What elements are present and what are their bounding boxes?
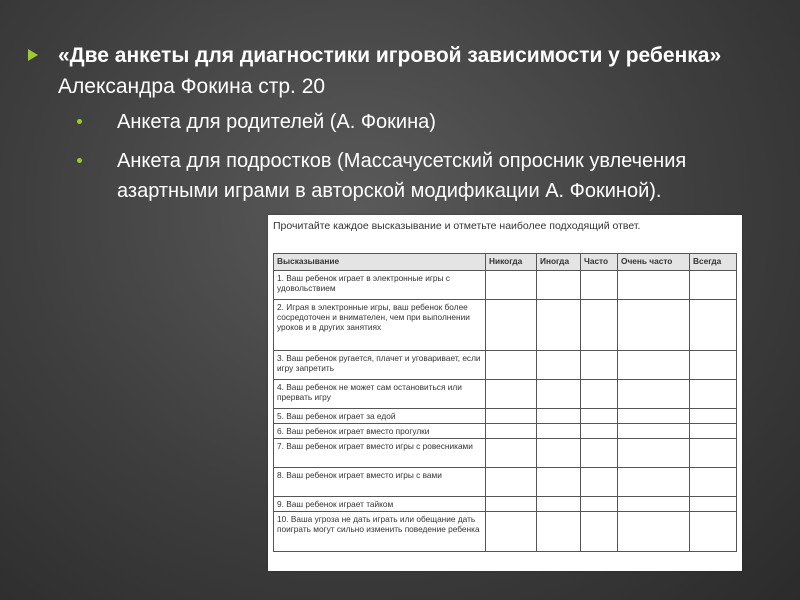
statement-cell: 5. Ваш ребенок играет за едой [274,409,486,424]
statement-cell: 8. Ваш ребенок играет вместо игры с вами [274,468,486,497]
table-row [274,300,737,351]
questionnaire-image [268,215,742,571]
table-row [274,271,737,300]
header-sometimes: Иногда [537,254,581,271]
sub-bullet-parents [83,107,743,137]
table-row [274,380,737,409]
table-row [274,424,737,439]
statement-cell: 7. Ваш ребенок играет вместо игры с ровесниками [274,439,486,468]
bullet-dot-icon [77,119,82,124]
sub-bullet-text: Анкета для родителей (А. Фокина) [117,111,436,133]
statement-cell: 9. Ваш ребенок играет тайком [274,497,486,512]
header-always: Всегда [690,254,737,271]
table-row [274,512,737,552]
questionnaire-table [273,253,737,552]
statement-cell: 1. Ваш ребенок играет в электронные игры с удовольствием [274,271,486,300]
table-header-row [274,254,737,271]
main-bullet [28,40,768,102]
arrow-bullet-icon [28,49,38,61]
header-statement: Высказывание [274,254,486,271]
table-row [274,468,737,497]
statement-cell: 4. Ваш ребенок не может сам остановиться или прервать игру [274,380,486,409]
questionnaire-instruction: Прочитайте каждое высказывание и отметьте наиболее подходящий ответ. [273,220,641,232]
statement-cell: 3. Ваш ребенок ругается, плачет и уговаривает, если игру запретить [274,351,486,380]
bullet-dot-icon [77,158,82,163]
statement-cell: 2. Играя в электронные игры, ваш ребенок более сосредоточен и внимателен, чем при выполнении уроков и в других занятиях [274,300,486,351]
table-row [274,351,737,380]
table-row [274,439,737,468]
header-very-often: Очень часто [618,254,690,271]
sub-bullet-teens [83,146,743,206]
header-often: Часто [581,254,618,271]
table-row [274,409,737,424]
header-never: Никогда [486,254,537,271]
main-bullet-author: Александра Фокина стр. 20 [58,75,326,98]
table-row [274,497,737,512]
statement-cell: 6. Ваш ребенок играет вместо прогулки [274,424,486,439]
statement-cell: 10. Ваша угроза не дать играть или обещание дать поиграть могут сильно изменить поведение ребенка [274,512,486,552]
sub-bullet-text: Анкета для подростков (Массачусетский опросник увлечения азартными играми в авторской модификации А. Фокиной). [117,150,687,202]
main-bullet-bold-title: «Две анкеты для диагностики игровой зависимости у ребенка» [58,44,722,67]
